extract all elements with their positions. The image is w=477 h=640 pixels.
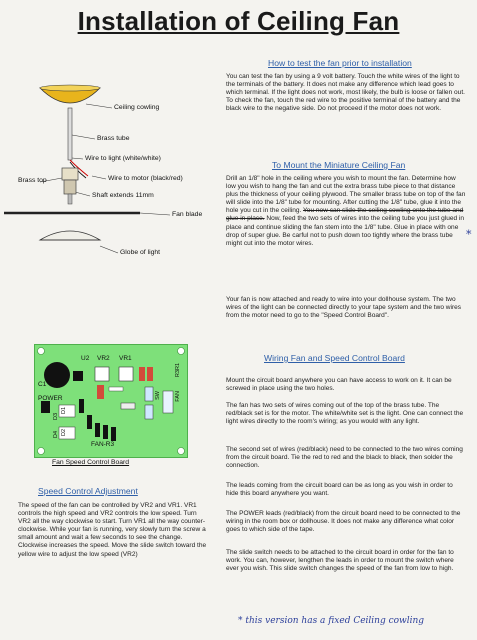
heading-mount: To Mount the Miniature Ceiling Fan	[272, 160, 406, 170]
para-wiring-1: Mount the circuit board anywhere you can have access to work on it. It can be screwed in place using the two holes.	[226, 377, 452, 393]
para-wiring-2: The fan has two sets of wires coming out of the top of the brass tube. The red/black set is for the motor. The white/white set is the light. One can connect the light wires directly to the room's wiring; as you would with any light.	[226, 402, 464, 426]
label-fan-blade: Fan blade	[172, 211, 203, 218]
board-label-fan-r3: FAN-R3	[91, 441, 115, 448]
label-globe: Globe of light	[120, 249, 161, 256]
para-wiring-5: The POWER leads (red/black) from the circuit board need to be connected to the wiring in the room box or dollhouse. It does not make any difference what color goes to which side of the tape.	[226, 510, 461, 534]
brass-tube-shape	[68, 108, 72, 160]
para-mount	[226, 175, 466, 248]
label-wire-to-light: Wire to light (white/white)	[85, 155, 161, 162]
mount-text-b: Now, feed the two sets of wires into the ceiling tube you just glued in place and continue sliding the fan stem into the 1/8" tube. Glue in place with one drop of super glue. Be carful not to push down too tightly where the brass tube might cut into the motor wires.	[226, 215, 465, 247]
mount-struck-text: You now can slide the ceiling cowling onto the tube and glue in place.	[226, 207, 464, 223]
heading-test: How to test the fan prior to installation	[268, 58, 412, 68]
para-mount-2: Your fan is now attached and ready to wire into your dollhouse system. The two wires of the light can be connected directly to your tape system and the two wires from the motor need to go to the "Speed Control Board".	[226, 296, 462, 320]
handwritten-note: * this version has a fixed Ceiling cowling	[238, 616, 425, 626]
para-speed: The speed of the fan can be controlled by VR2 and VR1. VR1 controls the high speed and VR2 controls the low speed. Turn VR2 all the way clockwise to start. Turn VR1 all the way counter-clockwise. While your fan is running, very slowly turn the screw a small amount and wait a few seconds to see the change. Clockwise increases the speed. Move the slide switch toward the yellow wire to adjust the low speed (VR2)	[18, 502, 207, 558]
heading-speed: Speed Control Adjustment	[38, 486, 138, 496]
speed-control-board	[34, 344, 188, 458]
board-label-vr1: VR1	[119, 355, 132, 362]
board-label-sw: SW	[155, 391, 161, 400]
board-label-c1: C1	[38, 381, 47, 388]
board-label-vr2: VR2	[97, 355, 110, 362]
board-label-fan: FAN	[175, 391, 181, 402]
para-wiring-3: The second set of wires (red/black) need to be connected to the two wires coming from the circuit board. Tie the red to red and the black to black, then solder the connection.	[226, 446, 463, 470]
heading-wiring: Wiring Fan and Speed Control Board	[264, 353, 405, 363]
board-label-power: POWER	[38, 395, 63, 402]
ceiling-cowling-rim	[40, 85, 100, 91]
label-wire-to-motor: Wire to motor (black/red)	[108, 175, 183, 182]
board-label-d2: D2	[61, 429, 67, 437]
board-label-u2: U2	[81, 355, 90, 362]
board-label-d4: D4	[53, 431, 59, 439]
page-title: Installation of Ceiling Fan	[77, 6, 400, 36]
label-brass-top: Brass top	[18, 177, 47, 184]
board-label-d3: D3	[53, 413, 59, 421]
board-caption: Fan Speed Control Board	[52, 459, 130, 466]
label-shaft: Shaft extends 11mm	[92, 192, 154, 199]
label-ceiling-cowling: Ceiling cowling	[114, 104, 160, 111]
para-test: You can test the fan by using a 9 volt battery. Touch the white wires of the light to the terminals of the battery. It does not make any difference which lead goes to which terminal. If the light does not work, most likely, the bulb is loose or fallen out. To check the fan, touch the red wire to the positive terminal of the battery and the black wire to the negative side. Do not proceed if the motor does not work.	[226, 73, 465, 113]
globe-shape	[40, 231, 100, 240]
brass-top-shape	[62, 168, 78, 180]
board-label-d1: D1	[61, 407, 67, 415]
para-wiring-4: The leads coming from the circuit board can be as long as you wish in order to hide this board anywhere you want.	[226, 482, 453, 498]
para-wiring-6: The slide switch needs to be attached to the circuit board in order for the fan to work. You can, however, lengthen the leads in order to mount the switch where ever you wish. This slide switch changes the speed of the fan from low to high.	[226, 549, 454, 573]
label-brass-tube: Brass tube	[97, 135, 130, 142]
board-label-r3r1: R3R1	[175, 363, 181, 378]
mount-text-a: Drill an 1/8" hole in the ceiling where you wish to mount the fan. Determine how low you wish to hang the fan and cut the extra brass tube piece to that distance plus the thickness of your ceiling plywood. The smaller brass tube on top of the fan will slide into the 1/8" tube for mounting. After cutting the 1/8" tube, glue it into the hole you cut in the ceiling.	[226, 175, 466, 215]
asterisk-mark: *	[466, 228, 472, 241]
